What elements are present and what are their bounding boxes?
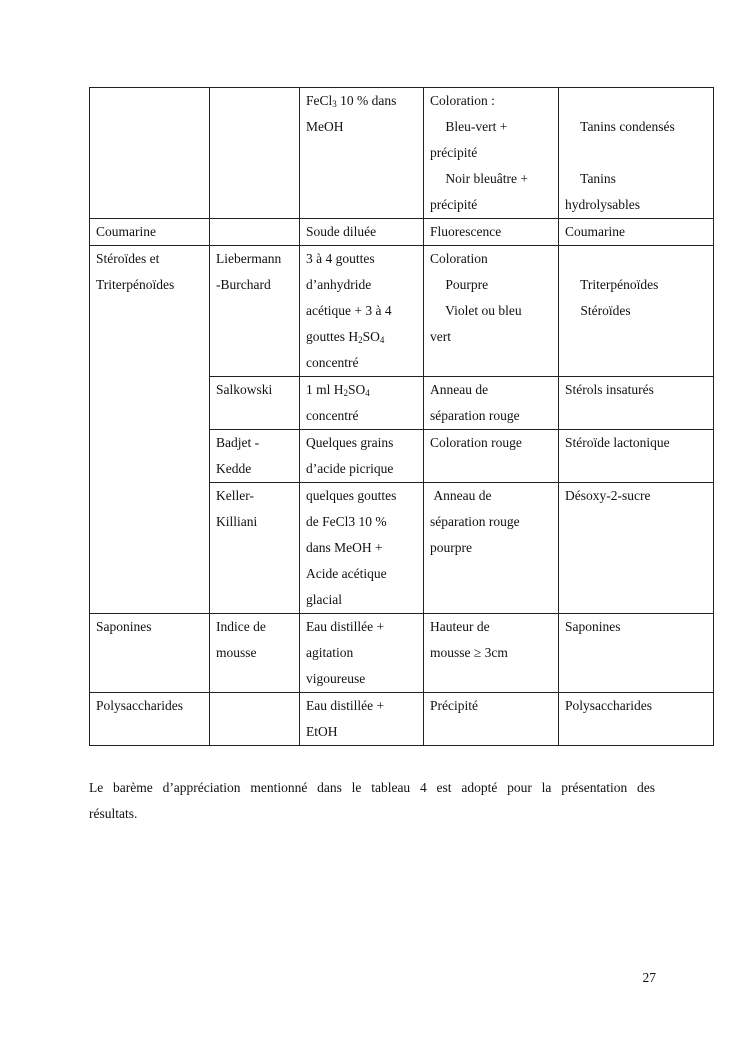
cell-reactif: FeCl$_3$ 10 % dans MeOH bbox=[300, 88, 424, 219]
cell-test bbox=[210, 88, 300, 219]
cell-resultat: Coloration Pourpre Violet ou bleu vert bbox=[424, 246, 559, 377]
cell-interpretation: Triterpénoïdes Stéroïdes bbox=[559, 246, 714, 377]
cell-reactif: 1 ml $H_2SO_4$ concentré bbox=[300, 377, 424, 430]
cell-test bbox=[210, 219, 300, 246]
cell-groupe: Polysaccharides bbox=[90, 693, 210, 746]
paragraph-line: Le barème d’appréciation mentionné dans le tableau 4 est adopté pour la présentation des bbox=[89, 780, 655, 795]
cell-resultat: Anneau de séparation rouge pourpre bbox=[424, 483, 559, 614]
cell-reactif: 3 à 4 gouttes d’anhydride acétique + 3 à 4 gouttes $H_2SO_4$ concentré bbox=[300, 246, 424, 377]
cell-test: Badjet - Kedde bbox=[210, 430, 300, 483]
table-row bbox=[90, 614, 714, 693]
cell-resultat: Coloration : Bleu-vert + précipité Noir bleuâtre + précipité bbox=[424, 88, 559, 219]
cell-resultat: Fluorescence bbox=[424, 219, 559, 246]
table-row bbox=[90, 88, 714, 219]
cell-interpretation: Saponines bbox=[559, 614, 714, 693]
cell-resultat: Anneau de séparation rouge bbox=[424, 377, 559, 430]
table-row bbox=[90, 693, 714, 746]
table-row bbox=[90, 246, 714, 377]
cell-test: Salkowski bbox=[210, 377, 300, 430]
cell-groupe: Saponines bbox=[90, 614, 210, 693]
page-number: 27 bbox=[642, 970, 656, 985]
cell-test: Liebermann -Burchard bbox=[210, 246, 300, 377]
cell-groupe: Stéroïdes et Triterpénoïdes bbox=[90, 246, 210, 614]
cell-resultat: Coloration rouge bbox=[424, 430, 559, 483]
cell-reactif: Eau distillée + agitation vigoureuse bbox=[300, 614, 424, 693]
cell-reactif: Soude diluée bbox=[300, 219, 424, 246]
paragraph-line: résultats. bbox=[89, 806, 138, 821]
cell-reactif: Eau distillée + EtOH bbox=[300, 693, 424, 746]
cell-interpretation: Stéroïde lactonique bbox=[559, 430, 714, 483]
cell-resultat: Hauteur de mousse ≥ 3cm bbox=[424, 614, 559, 693]
cell-interpretation: Coumarine bbox=[559, 219, 714, 246]
cell-reactif: Quelques grains d’acide picrique bbox=[300, 430, 424, 483]
cell-interpretation: Désoxy-2-sucre bbox=[559, 483, 714, 614]
cell-test: Keller- Killiani bbox=[210, 483, 300, 614]
cell-groupe bbox=[90, 88, 210, 219]
cell-interpretation: Tanins condensés Tanins hydrolysables bbox=[559, 88, 714, 219]
cell-interpretation: Stérols insaturés bbox=[559, 377, 714, 430]
body-paragraph bbox=[89, 775, 655, 827]
cell-interpretation: Polysaccharides bbox=[559, 693, 714, 746]
table-row bbox=[90, 219, 714, 246]
cell-test: Indice de mousse bbox=[210, 614, 300, 693]
phytochemical-screening-table bbox=[89, 87, 714, 746]
cell-resultat: Précipité bbox=[424, 693, 559, 746]
cell-groupe: Coumarine bbox=[90, 219, 210, 246]
cell-reactif: quelques gouttes de FeCl3 10 % dans MeOH + Acide acétique glacial bbox=[300, 483, 424, 614]
cell-test bbox=[210, 693, 300, 746]
